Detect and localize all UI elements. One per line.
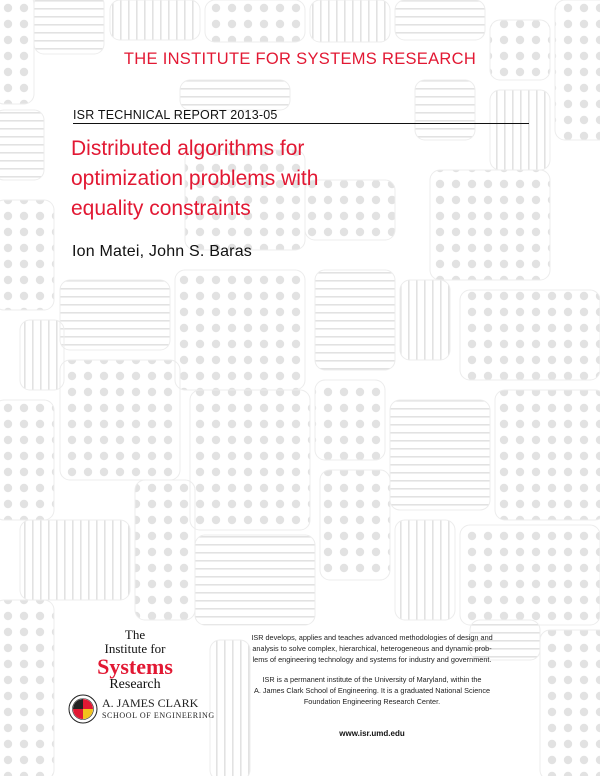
paper-title-line: Distributed algorithms for	[71, 137, 305, 160]
paper-title	[71, 134, 491, 224]
background-pattern-block	[0, 110, 44, 180]
background-pattern-block	[0, 600, 54, 776]
background-pattern-block	[190, 390, 310, 530]
institute-description	[230, 632, 514, 716]
background-pattern-block	[555, 0, 600, 140]
background-pattern-block	[540, 630, 600, 776]
clark-school-subtitle: SCHOOL OF ENGINEERING	[102, 711, 215, 720]
description-line: ISR is a permanent institute of the University of Maryland, within the	[262, 675, 482, 684]
isr-logo-the: The	[124, 627, 146, 642]
background-pattern-block	[460, 525, 600, 625]
website-link[interactable]: www.isr.umd.edu	[339, 729, 405, 738]
description-line: analysis to solve complex, hierarchical, heterogeneous and dynamic prob-	[252, 644, 492, 653]
paper-title-line: optimization problems with	[71, 167, 319, 190]
background-pattern-block	[390, 400, 490, 510]
background-pattern-block	[310, 0, 390, 42]
clark-school-logo	[68, 694, 218, 728]
isr-logo-institute-for: Institute for	[104, 641, 166, 656]
isr-logo	[80, 628, 190, 692]
description-paragraph	[230, 632, 514, 665]
institute-title: THE INSTITUTE FOR SYSTEMS RESEARCH	[123, 50, 477, 68]
paper-title-line: equality constraints	[71, 197, 251, 220]
university-seal-icon	[68, 694, 98, 724]
background-pattern-block	[20, 320, 64, 390]
background-pattern-block	[320, 470, 390, 580]
description-line: ISR develops, applies and teaches advanced methodologies of design and	[251, 633, 493, 642]
background-pattern-block	[315, 380, 385, 460]
description-line: Foundation Engineering Research Center.	[303, 697, 441, 706]
background-pattern-block	[400, 280, 450, 360]
background-pattern-block	[135, 480, 195, 620]
background-pattern-block	[0, 400, 54, 520]
background-pattern-block	[195, 535, 315, 625]
background-pattern-block	[34, 0, 104, 54]
isr-logo-research: Research	[109, 677, 161, 692]
background-pattern-block	[315, 270, 395, 370]
background-pattern-block	[60, 360, 180, 480]
background-pattern-block	[495, 390, 600, 520]
background-pattern-block	[490, 90, 550, 170]
description-line: lems of engineering technology and systems for industry and government.	[252, 655, 492, 664]
authors: Ion Matei, John S. Baras	[72, 243, 253, 260]
isr-logo-systems: Systems	[97, 654, 173, 679]
description-paragraph	[230, 674, 514, 707]
background-pattern-block	[60, 280, 170, 350]
background-pattern-block	[395, 0, 485, 40]
background-pattern-block	[20, 520, 130, 600]
background-pattern-block	[395, 520, 455, 620]
background-pattern-block	[205, 0, 305, 42]
background-pattern-block	[0, 200, 54, 310]
clark-name: A. JAMES CLARK	[102, 696, 199, 710]
description-line: A. James Clark School of Engineering. It is a graduated National Science	[253, 686, 491, 695]
background-pattern-block	[460, 290, 600, 380]
background-pattern-block	[110, 0, 200, 40]
report-number: ISR TECHNICAL REPORT 2013-05	[73, 108, 529, 124]
background-pattern-block	[180, 80, 290, 110]
background-pattern-block	[175, 270, 305, 390]
